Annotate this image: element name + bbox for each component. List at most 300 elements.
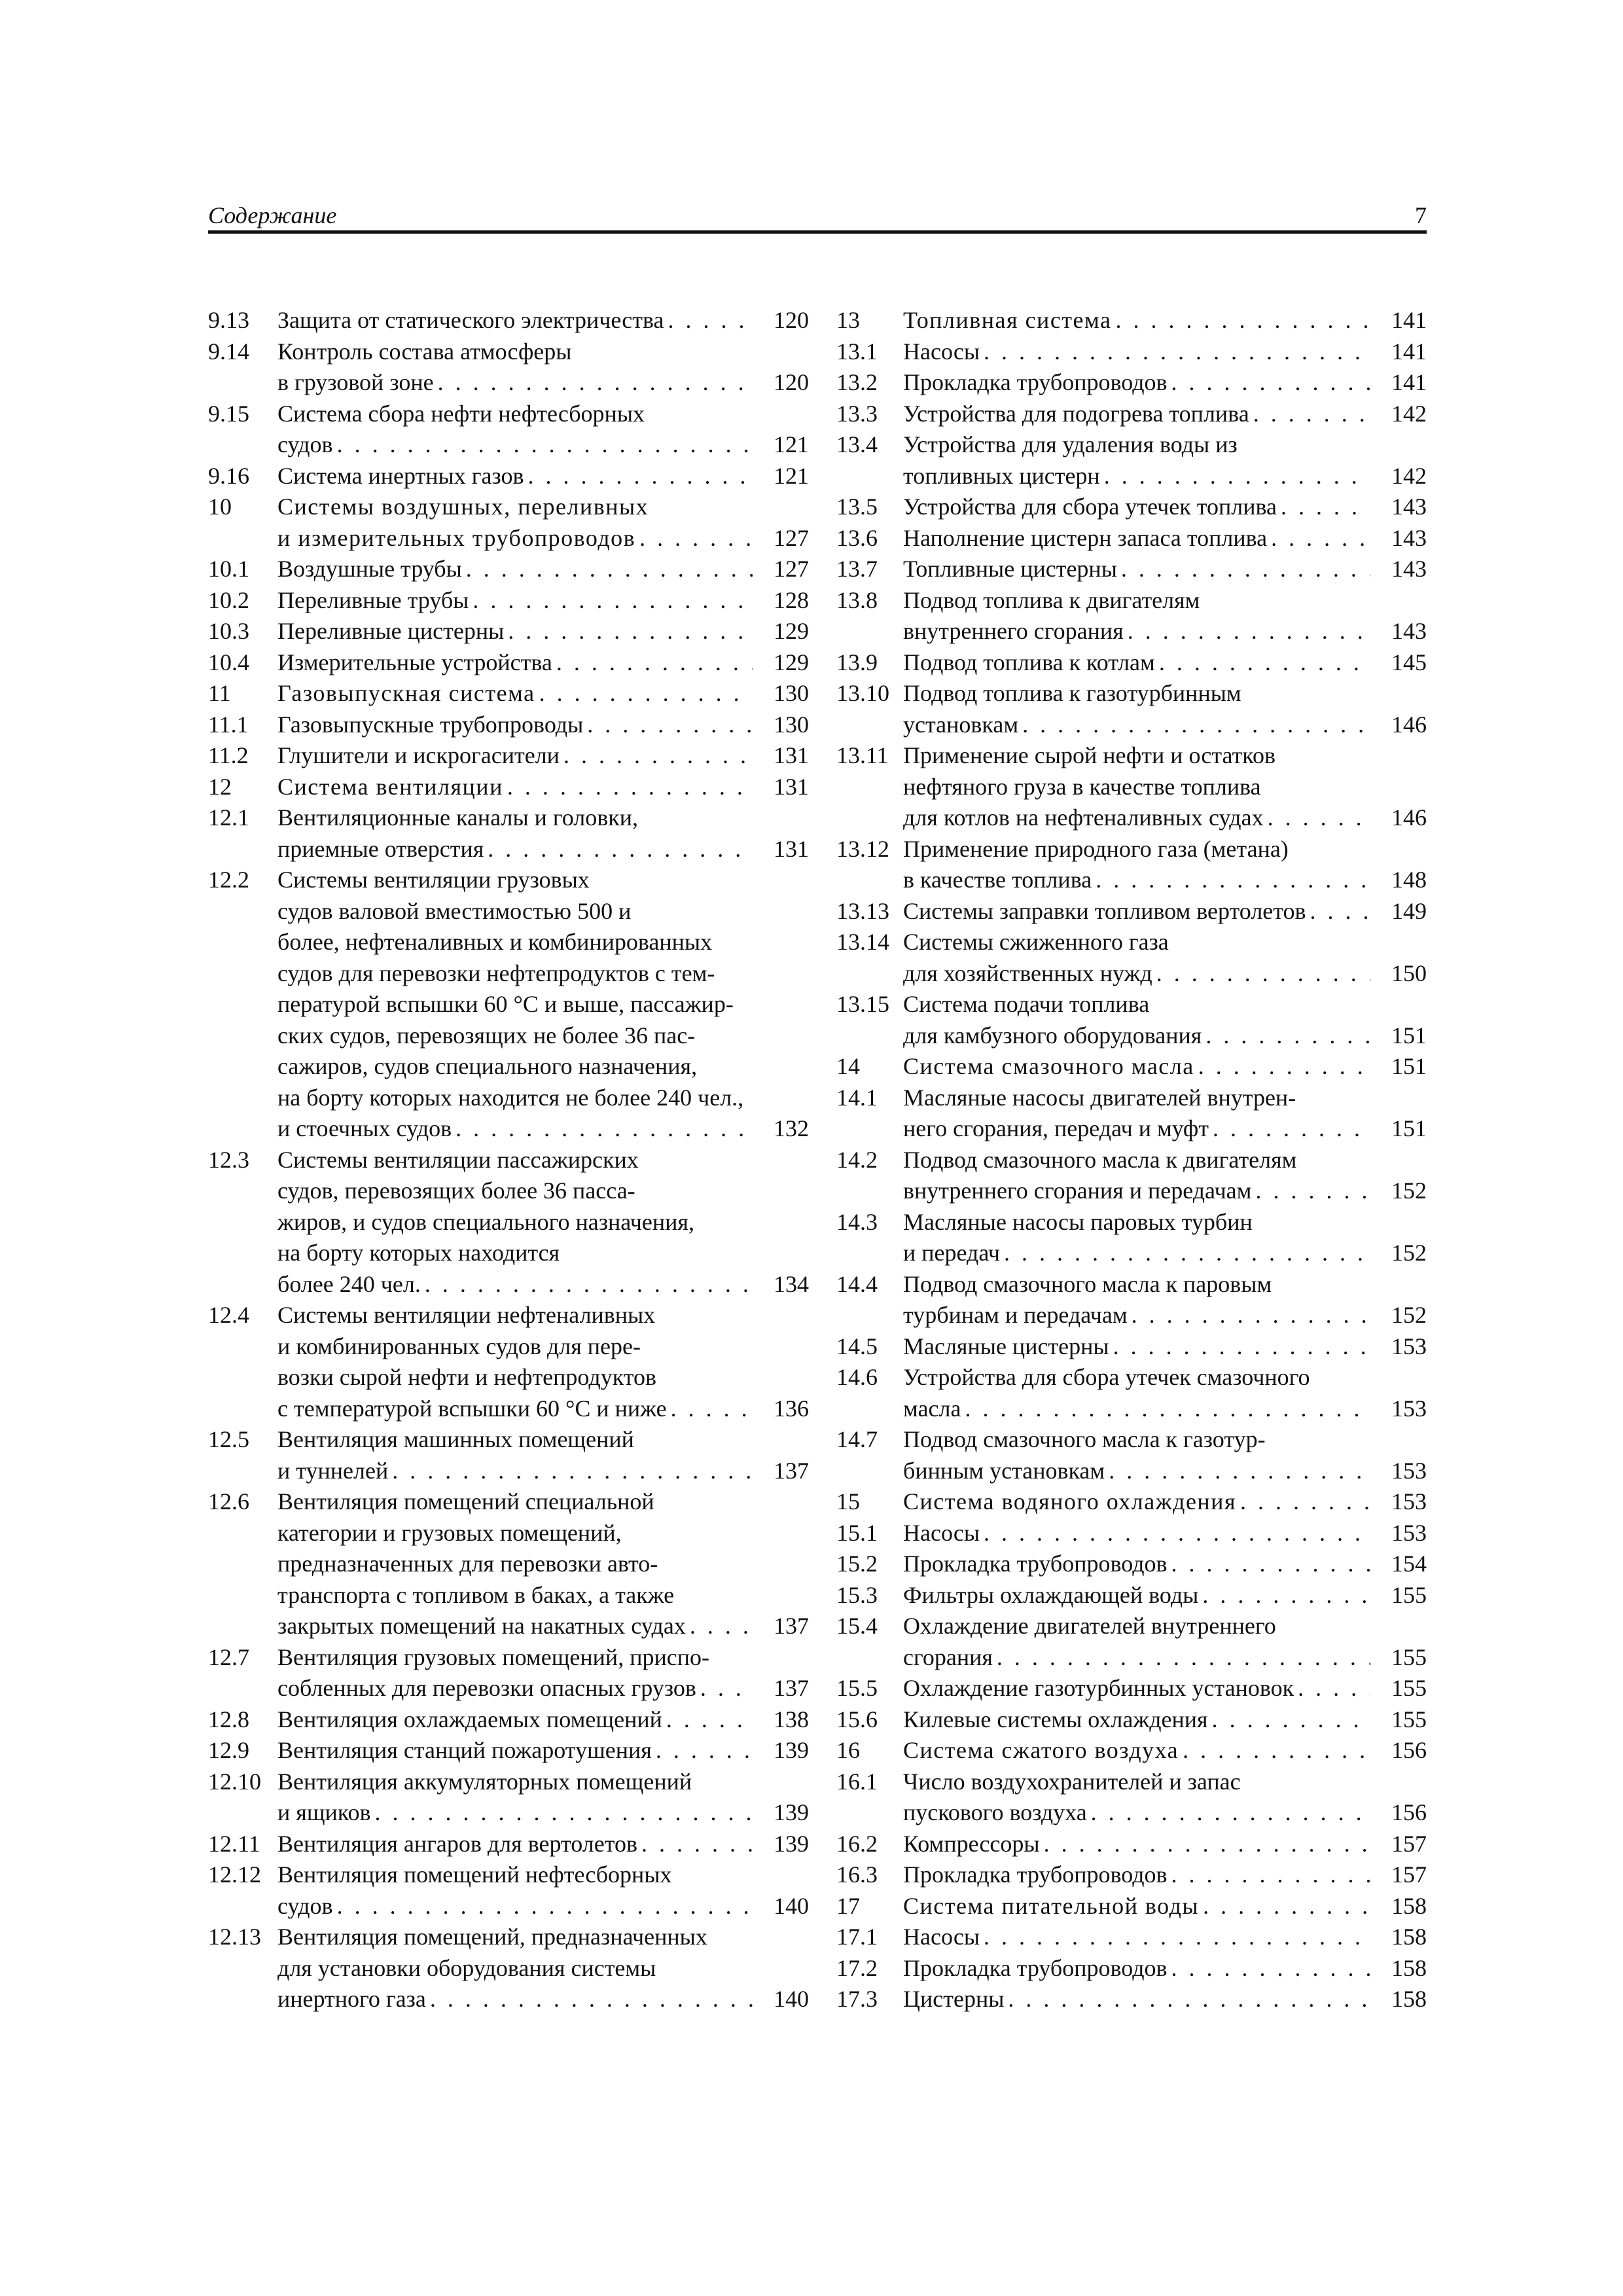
toc-entry-number: 13.15 [836,991,889,1017]
toc-entry [208,461,809,492]
toc-entry-number: 16 [836,1737,860,1763]
toc-entry-title-line: Системы вентиляции грузовых [277,867,590,893]
toc-entry-title-line: более 240 чел. [277,1270,421,1297]
toc-right-column [836,305,1427,2015]
toc-entry-line [208,1456,809,1487]
toc-entry-title-line: Вентиляция ангаров для вертолетов [277,1830,637,1857]
toc-entry-title-line: Топливные цистерны [903,556,1117,582]
toc-entry-title-line: Устройства для сбора утечек топлива [903,493,1277,520]
toc-entry-line [208,1393,809,1425]
dot-leader [641,1829,753,1860]
dot-leader [1271,523,1370,554]
dot-leader [1171,1549,1370,1580]
toc-entry-text-row [903,1207,1427,1238]
toc-entry-text-row [903,647,1427,679]
toc-entry [836,1549,1427,1580]
toc-entry-text-row [277,1393,809,1425]
toc-entry-text-row [277,585,809,617]
toc-entry-number: 11 [208,680,231,706]
toc-entry-number: 13.6 [836,524,878,551]
toc-entry-title-line: Переливные цистерны [277,618,505,644]
toc-entry-title-line: и ящиков [277,1799,371,1825]
toc-entry [836,1486,1427,1518]
dot-leader [1128,616,1370,647]
dot-leader [527,461,753,492]
toc-entry-text-row [903,616,1427,647]
toc-entry [836,834,1427,896]
toc-entry [836,1424,1427,1486]
toc-entry-title-line: Вентиляция охлаждаемых помещений [277,1706,662,1732]
dot-leader [984,336,1370,368]
toc-entry-page: 141 [1391,307,1427,333]
toc-entry-number: 12.6 [208,1488,249,1515]
toc-entry-line [836,989,1427,1020]
dot-leader [1104,461,1370,492]
toc-entry-number: 15 [836,1488,860,1515]
toc-entry-text-row [903,1083,1427,1114]
toc-entry-title-line: Система сбора нефти нефтесборных [277,400,645,427]
dot-leader [488,834,753,865]
toc-entry-title-line: Прокладка трубопроводов [903,1551,1168,1577]
toc-entry-title-line: Наполнение цистерн запаса топлива [903,524,1268,551]
toc-entry [208,616,809,647]
toc-entry-text-row [277,616,809,647]
toc-entry-text-row [903,1611,1427,1642]
toc-entry-line [208,1704,809,1736]
dot-leader [1116,305,1370,336]
toc-entry-text-row [277,1642,809,1674]
toc-entry-line [836,1424,1427,1456]
toc-entry-title-line: Насосы [903,338,980,365]
dot-leader [556,647,753,679]
toc-entry-text-row [903,802,1427,834]
toc-entry-number: 13.13 [836,897,889,924]
toc-entry [836,1518,1427,1549]
toc-entry-text-row [277,927,809,958]
toc-entry [836,1051,1427,1083]
toc-entry-line [836,399,1427,430]
toc-entry-text-row [277,1051,809,1083]
toc-entry-text-row [277,1953,809,1984]
toc-entry-title-line: Подвод смазочного масла к двигателям [903,1146,1297,1173]
toc-entry [836,1859,1427,1891]
toc-entry-number: 14.1 [836,1084,878,1111]
toc-entry-number: 14.4 [836,1270,878,1297]
dot-leader [1213,1113,1370,1145]
toc-entry-line [836,1331,1427,1363]
toc-entry-line [836,1518,1427,1549]
toc-entry-line [208,1424,809,1456]
toc-entry-line [208,616,809,647]
toc-entry-title-line: Переливные трубы [277,586,469,613]
toc-entry-title-line: ских судов, перевозящих не более 36 пас- [277,1022,696,1049]
toc-entry-number: 17.3 [836,1986,878,2012]
toc-entry [836,1611,1427,1673]
toc-entry-text-row [277,336,809,368]
dot-leader [656,1735,753,1767]
toc-entry-line [836,367,1427,399]
toc-entry-title-line: и стоечных судов [277,1115,452,1141]
toc-entry-title-line: Система инертных газов [277,462,524,489]
toc-entry [208,1767,809,1829]
toc-entry-text-row [903,1145,1427,1176]
toc-entry-line [836,1269,1427,1300]
toc-entry-title-line: Устройства для подогрева топлива [903,400,1249,427]
toc-entry-page: 121 [774,431,809,457]
toc-entry-number: 14.3 [836,1208,878,1235]
toc-entry-title-line: в грузовой зоне [277,369,434,395]
toc-entry-title-line: жиров, и судов специального назначения, [277,1208,694,1235]
toc-entry-number: 13 [836,307,860,333]
dot-leader [1096,865,1370,896]
toc-entry [836,399,1427,430]
toc-entry-page: 139 [774,1799,809,1825]
toc-entry [836,1829,1427,1860]
toc-entry-title-line: Вентиляция машинных помещений [277,1426,634,1452]
toc-entry-number: 12.5 [208,1426,249,1452]
toc-entry-line [208,1611,809,1642]
toc-entry-number: 13.7 [836,556,878,582]
toc-entry-number: 10.3 [208,618,249,644]
toc-entry-line [208,1486,809,1518]
toc-entry [836,1145,1427,1207]
toc-entry-title-line: судов [277,1892,333,1919]
toc-entry-page: 141 [1391,369,1427,395]
toc-entry-line [208,1362,809,1393]
toc-entry-line [208,1331,809,1363]
toc-entry-line [208,554,809,585]
toc-entry-line [836,1238,1427,1269]
toc-entry-text-row [277,1145,809,1176]
toc-entry-title-line: Охлаждение газотурбинных установок [903,1675,1294,1701]
toc-entry [836,1673,1427,1704]
toc-entry-text-row [277,554,809,585]
dot-leader [1253,399,1370,430]
toc-entry-line [836,461,1427,492]
toc-entry-title-line: Системы вентиляции пассажирских [277,1146,639,1173]
toc-entry-title-line: Подвод смазочного масла к паровым [903,1270,1272,1297]
toc-entry-page: 128 [774,586,809,613]
toc-entry-title-line: Подвод топлива к газотурбинным [903,680,1241,706]
toc-entry-line [208,1735,809,1767]
toc-entry-line [208,772,809,803]
toc-entry [208,772,809,803]
toc-entry [836,896,1427,927]
toc-entry-page: 153 [1391,1457,1427,1484]
toc-entry-number: 9.13 [208,307,249,333]
toc-entry-line [208,1859,809,1891]
toc-entry-text-row [277,461,809,492]
toc-entry-title-line: Прокладка трубопроводов [903,369,1168,395]
toc-entry-number: 12.10 [208,1768,261,1795]
toc-entry-page: 145 [1391,649,1427,675]
toc-entry [208,1486,809,1642]
dot-leader [690,1611,753,1642]
toc-entry-line [836,1362,1427,1393]
dot-leader [1132,1300,1370,1331]
toc-entry-text-row [903,709,1427,741]
toc-entry-text-row [903,367,1427,399]
toc-entry-text-row [903,989,1427,1020]
toc-entry-line [836,1984,1427,2015]
toc-entry-page: 156 [1391,1799,1427,1825]
toc-entry-number: 12.1 [208,804,249,831]
toc-entry-text-row [903,958,1427,990]
toc-entry-text-row [277,1922,809,1953]
toc-entry-line [836,958,1427,990]
toc-entry-line [208,927,809,958]
toc-entry-page: 121 [774,462,809,489]
toc-entry-title-line: пускового воздуха [903,1799,1087,1825]
toc-entry-text-row [903,1797,1427,1829]
toc-entry-line [836,678,1427,709]
toc-entry-page: 152 [1391,1302,1427,1328]
toc-entry-number: 13.14 [836,929,889,955]
toc-entry-page: 153 [1391,1488,1427,1515]
toc-entry-page: 154 [1391,1551,1427,1577]
toc-entry-text-row [903,678,1427,709]
toc-entry-text-row [277,1891,809,1922]
toc-entry-page: 134 [774,1270,809,1297]
toc-entry-text-row [277,1518,809,1549]
toc-entry-text-row [277,399,809,430]
toc-entry-title-line: масла [903,1395,961,1422]
toc-entry-number: 14 [836,1053,860,1079]
toc-entry-page: 150 [1391,960,1427,986]
toc-entry-page: 129 [774,618,809,644]
toc-entry-number: 12.2 [208,867,249,893]
toc-entry-line [836,1083,1427,1114]
toc-entry-text-row [277,834,809,865]
toc-entry-text-row [277,1767,809,1798]
toc-entry-line [836,834,1427,865]
toc-entry-line [208,1891,809,1922]
toc-entry-page: 143 [1391,556,1427,582]
toc-entry-title-line: внутреннего сгорания и передачам [903,1177,1252,1204]
toc-entry-number: 14.7 [836,1426,878,1452]
toc-entry-line [208,678,809,709]
toc-entry-page: 141 [1391,338,1427,365]
toc-entry-title-line: для камбузного оборудования [903,1022,1202,1049]
toc-entry-page: 153 [1391,1395,1427,1422]
toc-entry-line [836,1207,1427,1238]
toc-entry-number: 13.2 [836,369,878,395]
toc-entry-title-line: Прокладка трубопроводов [903,1954,1168,1981]
toc-entry-text-row [277,367,809,399]
toc-entry-number: 17.2 [836,1954,878,1981]
toc-entry-title-line: категории и грузовых помещений, [277,1519,622,1546]
toc-entry-page: 152 [1391,1240,1427,1266]
toc-entry-title-line: Вентиляция аккумуляторных помещений [277,1768,692,1795]
toc-entry-text-row [903,1767,1427,1798]
toc-entry-line [208,1518,809,1549]
toc-entry [208,1300,809,1424]
toc-entry-title-line: Вентиляция станций пожаротушения [277,1737,652,1763]
toc-entry-page: 138 [774,1706,809,1732]
toc-entry-title-line: Вентиляция грузовых помещений, приспо- [277,1643,709,1670]
toc-entry-line [208,305,809,336]
toc-entry-page: 131 [774,835,809,862]
toc-entry-page: 127 [774,524,809,551]
toc-entry-number: 14.5 [836,1333,878,1359]
toc-entry [836,1269,1427,1331]
toc-entry-text-row [903,1331,1427,1363]
toc-entry-text-row [903,585,1427,617]
toc-entry-number: 12.9 [208,1737,249,1763]
running-header-title: Содержание [208,202,337,228]
toc-entry-title-line: Насосы [903,1924,980,1950]
toc-entry [836,305,1427,336]
toc-entry-number: 17.1 [836,1924,878,1950]
toc-entry-title-line: Воздушные трубы [277,556,462,582]
toc-entry-text-row [903,1362,1427,1393]
toc-entry-page: 158 [1391,1954,1427,1981]
toc-entry [836,1984,1427,2015]
toc-entry-number: 15.4 [836,1613,878,1639]
page-number: 7 [1415,202,1427,228]
toc-entry-text-row [903,1051,1427,1083]
toc-entry-text-row [277,1673,809,1704]
toc-entry-title-line: Глушители и искрогасители [277,742,560,768]
toc-entry-line [208,1580,809,1611]
toc-entry-title-line: Вентиляция помещений, предназначенных [277,1924,707,1950]
toc-entry-line [208,958,809,990]
toc-entry-number: 10.4 [208,649,249,675]
toc-entry-page: 142 [1391,462,1427,489]
toc-entry-title-line: Подвод топлива к двигателям [903,586,1200,613]
toc-entry [836,1953,1427,1984]
toc-entry [208,1922,809,2015]
toc-entry-text-row [277,1829,809,1860]
toc-entry [836,554,1427,585]
toc-entry-number: 12 [208,773,232,800]
toc-entry-text-row [903,1829,1427,1860]
dot-leader [1159,647,1370,679]
toc-entry-line [208,1642,809,1674]
toc-entry-page: 155 [1391,1581,1427,1608]
toc-entry [208,1704,809,1736]
toc-entry-line [836,429,1427,461]
toc-entry-page: 140 [774,1892,809,1919]
toc-entry-line [836,1953,1427,1984]
toc-entry-text-row [277,772,809,803]
toc-entry-line [208,367,809,399]
toc-entry-line [836,802,1427,834]
toc-entry-line [208,461,809,492]
toc-entry-text-row [903,523,1427,554]
toc-entry-text-row [277,1456,809,1487]
toc-entry-title-line: Системы сжиженного газа [903,929,1169,955]
toc-entry-text-row [277,1269,809,1300]
toc-entry-text-row [903,1424,1427,1456]
toc-entry-page: 129 [774,649,809,675]
toc-entry-text-row [277,305,809,336]
toc-entry-page: 146 [1391,804,1427,831]
toc-entry [836,1362,1427,1424]
toc-entry-line [208,1953,809,1984]
toc-entry-title-line: собленных для перевозки опасных грузов [277,1675,696,1701]
toc-entry [836,523,1427,554]
toc-entry-number: 9.15 [208,400,249,427]
dot-leader [1268,802,1370,834]
toc-entry [208,585,809,617]
toc-entry-number: 16.3 [836,1861,878,1888]
toc-entry-title-line: более, нефтеналивных и комбинированных [277,929,713,955]
toc-entry-number: 16.2 [836,1830,878,1857]
toc-entry-title-line: инертного газа [277,1986,426,2012]
toc-entry [836,1580,1427,1611]
toc-entry-title-line: Масляные насосы паровых турбин [903,1208,1253,1235]
toc-entry-number: 15.5 [836,1675,878,1701]
toc-entry-line [836,1549,1427,1580]
dot-leader [984,1518,1370,1549]
toc-entry-page: 143 [1391,618,1427,644]
toc-entry-title-line: него сгорания, передач и муфт [903,1115,1209,1141]
toc-entry [208,1735,809,1767]
dot-leader [1022,709,1370,741]
toc-entry-line [836,1859,1427,1891]
toc-entry-page: 143 [1391,493,1427,520]
toc-entry-page: 153 [1391,1333,1427,1359]
toc-entry-page: 143 [1391,524,1427,551]
toc-entry-title-line: Устройства для удаления воды из [903,431,1238,457]
toc-entry-line [836,1829,1427,1860]
toc-entry-text-row [903,1922,1427,1953]
toc-entry-title-line: Система водяного охлаждения [903,1488,1237,1515]
toc-entry-page: 131 [774,742,809,768]
toc-entry-title-line: Контроль состава атмосферы [277,338,572,365]
toc-entry-number: 12.12 [208,1861,261,1888]
toc-entry-title-line: в качестве топлива [903,867,1092,893]
dot-leader [1004,1238,1370,1269]
toc-entry-text-row [903,1456,1427,1487]
toc-entry-text-row [277,865,809,896]
toc-entry [208,709,809,741]
toc-entry-title-line: Применение природного газа (метана) [903,835,1289,862]
toc-entry-title-line: судов валовой вместимостью 500 и [277,897,632,924]
dot-leader [539,678,753,709]
toc-entry-title-line: судов [277,431,333,457]
toc-entry-title-line: Цистерны [903,1986,1005,2012]
dot-leader [700,1673,753,1704]
toc-entry-page: 132 [774,1115,809,1141]
toc-entry-page: 148 [1391,867,1427,893]
toc-entry-text-row [277,429,809,461]
toc-entry-text-row [277,1735,809,1767]
toc-entry-title-line: сажиров, судов специального назначения, [277,1053,698,1079]
toc-entry-title-line: на борту которых находится [277,1240,560,1266]
toc-entry-title-line: нефтяного груза в качестве топлива [903,773,1261,800]
toc-entry-text-row [277,958,809,990]
toc-entry-title-line: судов для перевозки нефтепродуктов с тем- [277,960,715,986]
toc-entry-text-row [903,1393,1427,1425]
toc-entry-title-line: Защита от статического электричества [277,307,664,333]
toc-entry-text-row [277,989,809,1020]
toc-entry [208,865,809,1145]
toc-entry-title-line: транспорта с топливом в баках, а также [277,1581,675,1608]
toc-entry-text-row [903,1020,1427,1052]
toc-entry-title-line: Вентиляция помещений нефтесборных [277,1861,672,1888]
toc-entry-title-line: Измерительные устройства [277,649,552,675]
toc-entry-title-line: Система сжатого воздуха [903,1737,1179,1763]
toc-entry-title-line: для хозяйственных нужд [903,960,1152,986]
toc-entry-number: 15.3 [836,1581,878,1608]
dot-leader [473,585,753,617]
toc-entry [208,1829,809,1860]
toc-entry-number: 12.7 [208,1643,249,1670]
toc-entry-line [836,647,1427,679]
toc-entry-text-row [903,1735,1427,1767]
